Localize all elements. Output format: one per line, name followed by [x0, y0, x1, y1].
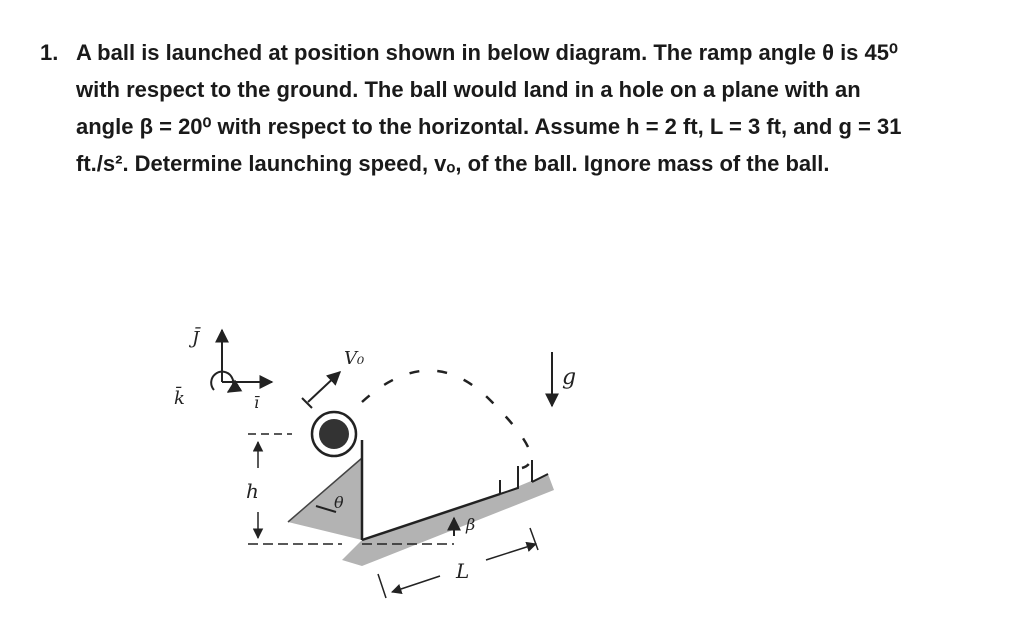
- problem-line-1: A ball is launched at position shown in below diagram. The ramp angle θ is 45⁰: [76, 40, 898, 65]
- problem-line-2: with respect to the ground. The ball would land in a hole on a plane with an: [76, 77, 861, 102]
- v0-label: V₀: [344, 348, 365, 369]
- l-arrow-right: [486, 544, 536, 560]
- problem-number: 1.: [40, 40, 59, 65]
- j-label: J̄: [192, 328, 200, 349]
- h-label: h: [246, 479, 259, 503]
- trajectory-path: [362, 370, 531, 468]
- k-label: k̄: [174, 388, 185, 409]
- theta-label: θ: [334, 493, 344, 512]
- i-label: ī: [254, 393, 260, 412]
- problem-line-3: angle β = 20⁰ with respect to the horizontal. Assume h = 2 ft, L = 3 ft, and g = 31: [76, 114, 902, 139]
- l-tick-right: [530, 528, 538, 550]
- ball-fill: [319, 419, 349, 449]
- landing-plane: [342, 474, 554, 566]
- v0-arrow: [308, 372, 340, 402]
- beta-label: β: [466, 515, 476, 534]
- l-tick-left: [378, 574, 386, 598]
- coordinate-axes: [174, 326, 272, 412]
- l-arrow-left: [392, 576, 440, 592]
- l-label: L: [456, 559, 470, 583]
- problem-line-4: ft./s². Determine launching speed, vₒ, of the ball. Ignore mass of the ball.: [76, 151, 830, 176]
- g-label: g: [562, 365, 577, 390]
- launch-ramp: [288, 458, 362, 540]
